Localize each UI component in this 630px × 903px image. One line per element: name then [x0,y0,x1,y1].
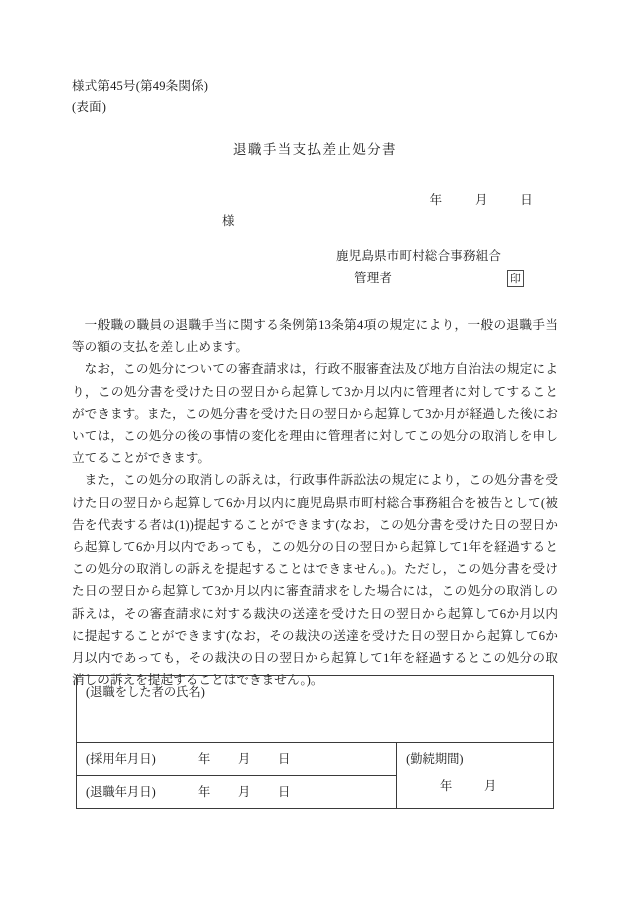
retiree-name-label: (退職をした者の氏名) [86,685,205,699]
hire-date-cell[interactable] [77,743,397,776]
hire-date-label: (採用年月日) [86,752,156,766]
retire-date-year-unit: 年 [198,785,211,799]
issuer-role: 管理者 [354,271,393,285]
issue-date-day-unit: 日 [520,193,533,207]
issue-date-line [0,190,533,208]
hire-date-month-unit: 月 [238,752,251,766]
retire-date-label: (退職年月日) [86,785,156,799]
service-period-year-unit: 年 [440,779,453,793]
seal-icon: 印 [507,270,524,287]
hire-date-day-unit: 日 [278,752,291,766]
body-text [72,314,558,691]
body-paragraph-3: また，この処分の取消しの訴えは，行政事件訴訟法の規定により，この処分書を受けた日の翌日から起算して6か月以内に鹿児島県市町村総合事務組合を被告として(被告を代表する者は(1))提起することができます(なお，この処分書を受けた日の翌日から起算して6か月以内であっても，この処分の日の翌日から起算して1年を経過するとこの処分の取消しの訴えを提起することはできません。)。ただし，この処分書を受けた日の翌日から起算して3か月以内に審査請求をした場合には，この処分の取消しの訴えは，その審査請求に対する裁決の送達を受けた日の翌日から起算して6か月以内に提起することができます(なお，その裁決の送達を受けた日の翌日から起算して6か月以内であっても，その裁決の日の翌日から起算して1年を経過するとこの処分の取消しの訴えを提起することはできません。)。 [72,473,558,688]
issuer-block [336,245,524,289]
retiree-info-table [76,675,554,809]
retire-date-day-unit: 日 [278,785,291,799]
table-row-hire-date [77,743,554,776]
form-side-label: (表面) [72,100,107,114]
issuer-role-row [336,267,524,289]
form-header [72,76,208,118]
addressee-honorific: 様 [222,214,235,228]
retire-date-cell[interactable] [77,776,397,809]
retiree-name-cell[interactable] [77,676,554,743]
hire-date-year-unit: 年 [198,752,211,766]
retire-date-month-unit: 月 [238,785,251,799]
issue-date-month-unit: 月 [474,193,488,207]
body-paragraph-1: 一般職の職員の退職手当に関する条例第13条第4項の規定により，一般の退職手当等の額の支払を差し止めます。 [72,318,558,355]
service-period-cell[interactable] [397,743,554,809]
form-number: 様式第45号(第49条関係) [72,79,209,93]
service-period-units [406,767,544,794]
service-period-label: (勤続期間) [406,752,464,766]
issue-date-year-unit: 年 [429,193,443,207]
document-title: 退職手当支払差止処分書 [233,142,397,157]
body-paragraph-2: なお，この処分についての審査請求は，行政不服審査法及び地方自治法の規定により，この処分書を受けた日の翌日から起算して3か月以内に管理者に対してすることができます。また，この処分書を受けた日の翌日から起算して3か月が経過した後においては，この処分の後の事情の変化を理由に管理者に対してこの処分の取消しを申し立てることができます。 [72,362,558,466]
issuer-organization: 鹿児島県市町村総合事務組合 [336,249,502,263]
service-period-month-unit: 月 [484,779,497,793]
table-row-name [77,676,554,743]
